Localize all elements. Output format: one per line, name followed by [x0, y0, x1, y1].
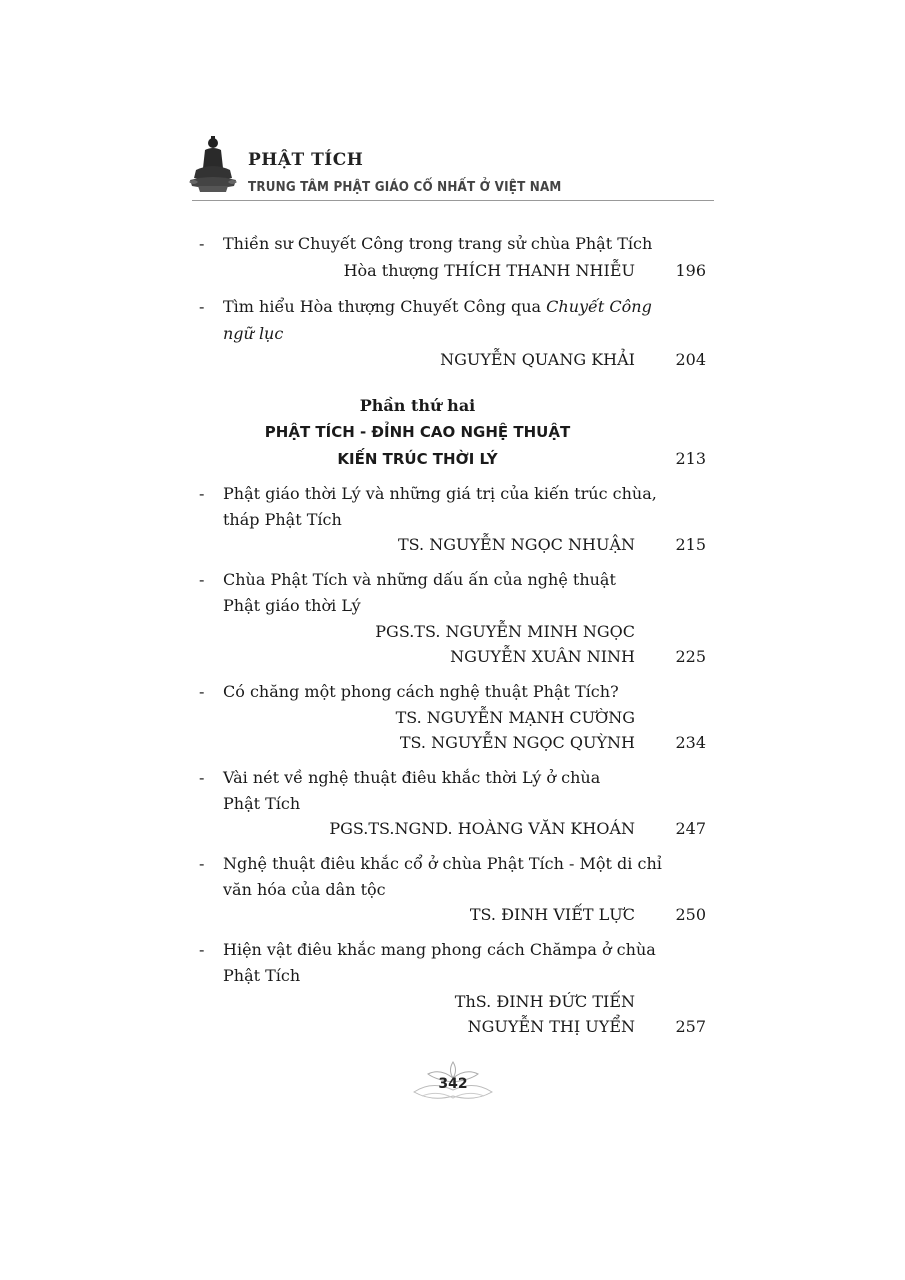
entry-title-cont: Phật giáo thời Lý	[223, 596, 361, 615]
entry-author: Hòa thượng THÍCH THANH NHIỄU	[343, 261, 635, 280]
entry-title: Hiện vật điêu khắc mang phong cách Chămpa ở chùa	[223, 940, 656, 959]
entry-author: TS. NGUYỄN NGỌC QUỲNH	[399, 733, 635, 752]
entry-title-part: Tìm hiểu Hòa thượng Chuyết Công qua	[223, 297, 547, 316]
entry-page: 196	[675, 261, 706, 280]
entry-dash: -	[199, 234, 205, 253]
entry-dash: -	[199, 682, 205, 701]
entry-page: 215	[675, 535, 706, 554]
entry-author: PGS.TS. NGUYỄN MINH NGỌC	[375, 622, 635, 641]
entry-author: NGUYỄN QUANG KHẢI	[440, 350, 635, 369]
entry-title: Thiền sư Chuyết Công trong trang sử chùa Phật Tích	[223, 234, 653, 253]
header-title: PHẬT TÍCH	[248, 150, 364, 170]
entry-author: NGUYỄN XUÂN NINH	[450, 647, 635, 666]
entry-title: Phật giáo thời Lý và những giá trị của kiến trúc chùa,	[223, 484, 657, 503]
entry-dash: -	[199, 940, 205, 959]
entry-title-cont: ngữ lục	[223, 324, 284, 343]
entry-page: 257	[675, 1017, 706, 1036]
entry-title	[223, 297, 652, 317]
entry-author: ThS. ĐINH ĐỨC TIẾN	[454, 992, 635, 1011]
entry-page: 234	[675, 733, 706, 752]
entry-author: TS. NGUYỄN MẠNH CƯỜNG	[395, 708, 635, 727]
entry-author: TS. NGUYỄN NGỌC NHUẬN	[397, 535, 635, 554]
entry-author: PGS.TS.NGND. HOÀNG VĂN KHOÁN	[329, 819, 635, 838]
entry-title: Vài nét về nghệ thuật điêu khắc thời Lý ở chùa	[223, 768, 601, 787]
entry-dash: -	[199, 854, 205, 873]
entry-title-cont: Phật Tích	[223, 794, 301, 813]
page-number: 342	[438, 1076, 468, 1092]
entry-dash: -	[199, 768, 205, 787]
entry-dash: -	[199, 484, 205, 503]
entry-author: TS. ĐINH VIẾT LỰC	[469, 905, 635, 924]
entry-dash: -	[199, 570, 205, 589]
entry-page: 247	[675, 819, 706, 838]
entry-title: Chùa Phật Tích và những dấu ấn của nghệ thuật	[223, 570, 616, 589]
entry-title-italic: Chuyết Công	[546, 297, 652, 316]
part-title: PHẬT TÍCH - ĐỈNH CAO NGHỆ THUẬT	[264, 423, 571, 441]
entry-title-cont: tháp Phật Tích	[223, 510, 342, 529]
part-page: 213	[675, 449, 706, 468]
entry-page: 225	[675, 647, 706, 666]
entry-title: Nghệ thuật điêu khắc cổ ở chùa Phật Tích - Một di chỉ	[223, 854, 662, 873]
entry-title-cont: Phật Tích	[223, 966, 301, 985]
part-title: KIẾN TRÚC THỜI LÝ	[337, 450, 498, 468]
header-subtitle: TRUNG TÂM PHẬT GIÁO CỔ NHẤT Ở VIỆT NAM	[248, 180, 562, 195]
entry-title-cont: văn hóa của dân tộc	[223, 880, 386, 899]
entry-title: Có chăng một phong cách nghệ thuật Phật Tích?	[223, 682, 619, 701]
header-rule	[192, 200, 714, 201]
entry-page: 250	[675, 905, 706, 924]
buddha-statue-icon	[188, 134, 238, 194]
entry-dash: -	[199, 297, 205, 316]
part-label: Phần thứ hai	[359, 396, 476, 415]
entry-author: NGUYỄN THỊ UYỂN	[467, 1017, 635, 1036]
entry-page: 204	[675, 350, 706, 369]
